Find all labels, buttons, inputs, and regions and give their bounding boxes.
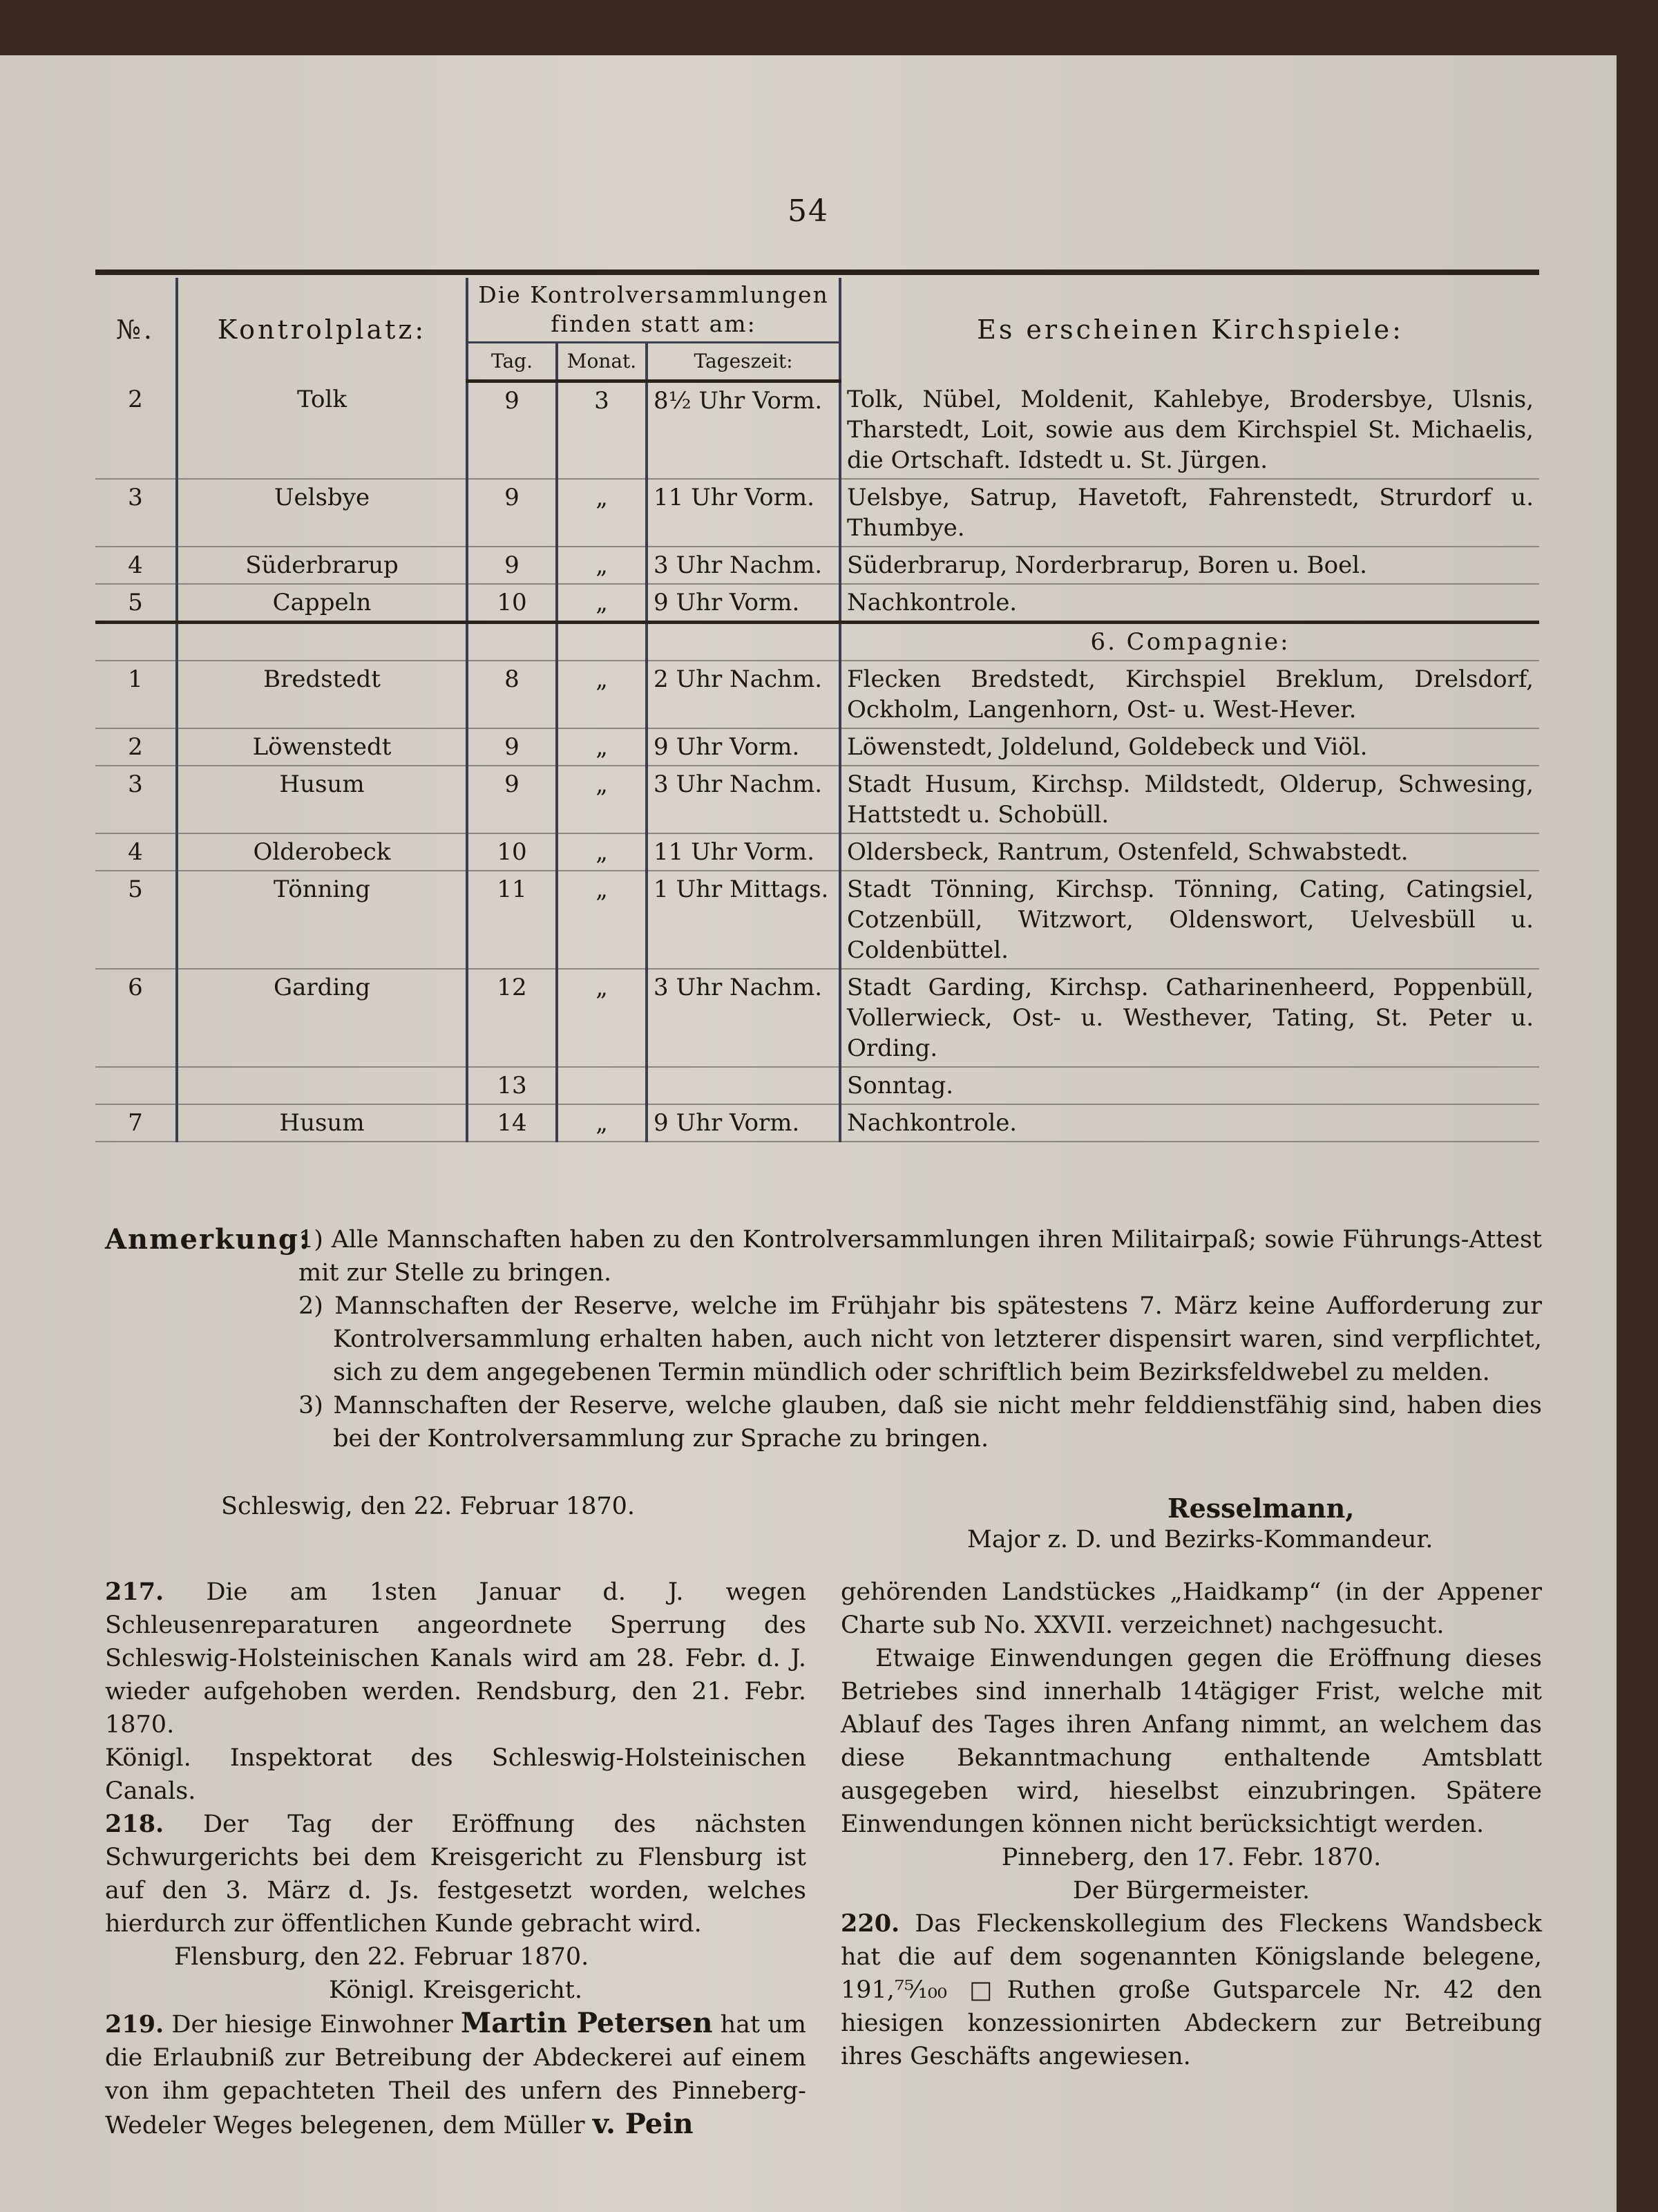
row-tageszeit: 11 Uhr Vorm. [647, 833, 840, 871]
row-place: Garding [177, 969, 467, 1067]
row-kirchspiele: Uelsbye, Satrup, Havetoft, Fahrenstedt, Strurdorf u. Thumbye. [840, 479, 1539, 547]
row-kirchspiele: Sonntag. [840, 1067, 1539, 1104]
row-monat: „ [557, 1104, 647, 1142]
anmerkung [105, 1223, 1542, 1455]
row-place: Tönning [177, 871, 467, 969]
row-tag: 9 [467, 381, 557, 479]
notice-218-number: 218. [105, 1810, 164, 1838]
notice-220-number: 220. [841, 1909, 900, 1938]
anmerkung-label: Anmerkung: [105, 1223, 311, 1256]
row-number: 1 [95, 661, 177, 728]
row-kirchspiele: Tolk, Nübel, Moldenit, Kahlebye, Brodersbye, Ulsnis, Tharstedt, Loit, sowie aus dem Kirchspiel St. Michaelis, die Ortschaft. Idstedt u. St. Jürgen. [840, 381, 1539, 479]
table-row [95, 479, 1539, 547]
notice-220-text: Das Fleckenskollegium des Fleckens Wandsbeck hat die auf dem sogenannten Königslande belegene, 191,⁷⁵⁄₁₀₀ □Ruthen große Gutsparcele Nr. 42 den hiesigen konzessionirten Abdeckern zur Betreibung ihres Geschäfts angewiesen. [841, 1910, 1542, 2070]
anmerkung-signer-title: Major z. D. und Bezirks-Kommandeur. [967, 1526, 1433, 1553]
notice-218-text: Der Tag der Eröffnung des nächsten Schwurgerichts bei dem Kreisgericht zu Flensburg ist auf den 3. März d. Js. festgesetzt worden, welches hierdurch zur öffentlichen Kunde gebracht wird. [105, 1811, 806, 1938]
table-row [95, 381, 1539, 479]
row-monat: „ [557, 766, 647, 833]
row-place: Uelsbye [177, 479, 467, 547]
row-tag: 9 [467, 547, 557, 584]
company-row [95, 622, 1539, 661]
row-kirchspiele: Löwenstedt, Joldelund, Goldebeck und Viöl. [840, 728, 1539, 766]
header-group: Die Kontrolversammlungen finden statt am: [467, 278, 840, 343]
notice-218-signature: Königl. Kreisgericht. [329, 1976, 582, 2004]
row-number: 2 [95, 728, 177, 766]
row-tag: 9 [467, 766, 557, 833]
header-place: Kontrolplatz: [177, 278, 467, 381]
anmerkung-first [105, 1223, 1542, 1289]
company-spacer-cell [467, 622, 557, 661]
row-kirchspiele: Oldersbeck, Rantrum, Ostenfeld, Schwabstedt. [840, 833, 1539, 871]
header-monat: Monat. [557, 343, 647, 381]
row-monat: „ [557, 969, 647, 1067]
page-number: 54 [788, 193, 829, 229]
header-no: №. [115, 314, 155, 345]
row-place: Süderbrarup [177, 547, 467, 584]
notice-219-objections: Etwaige Einwendungen gegen die Eröffnung dieses Betriebes sind innerhalb 14tägiger Frist, welche mit Ablauf des Tages ihren Anfang nimmt, an welchem das diese Bekanntmachung enthaltende Amtsblatt ausgegeben wird, hieselbst einzubringen. Spätere Einwendungen können nicht berücksichtigt werden. [841, 1645, 1542, 1838]
row-number: 2 [95, 381, 177, 479]
right-column [841, 1576, 1542, 2142]
row-tageszeit: 1 Uhr Mittags. [647, 871, 840, 969]
row-number: 3 [95, 766, 177, 833]
header-tag: Tag. [467, 343, 557, 381]
row-monat: „ [557, 871, 647, 969]
row-tageszeit: 9 Uhr Vorm. [647, 584, 840, 623]
table-row [95, 661, 1539, 728]
row-tag: 13 [467, 1067, 557, 1104]
row-tag: 10 [467, 584, 557, 623]
table-row [95, 766, 1539, 833]
row-place: Bredstedt [177, 661, 467, 728]
anmerkung-item-3: 3) Mannschaften der Reserve, welche glauben, daß sie nicht mehr felddienstfähig sind, haben dies bei der Kontrolversammlung zur Sprache zu bringen. [298, 1392, 1542, 1453]
notice-219-number: 219. [105, 2010, 164, 2039]
row-number [95, 1067, 177, 1104]
row-number: 3 [95, 479, 177, 547]
notice-219-text-a: Der hiesige Einwohner [171, 2011, 453, 2039]
table-row [95, 584, 1539, 623]
table-row [95, 1104, 1539, 1142]
row-tag: 10 [467, 833, 557, 871]
row-monat: „ [557, 661, 647, 728]
table-row [95, 728, 1539, 766]
row-kirchspiele: Nachkontrole. [840, 584, 1539, 623]
row-tageszeit: 8½ Uhr Vorm. [647, 381, 840, 479]
top-rule [95, 270, 1539, 275]
row-tageszeit: 11 Uhr Vorm. [647, 479, 840, 547]
company-spacer-cell [647, 622, 840, 661]
row-kirchspiele: Flecken Bredstedt, Kirchspiel Breklum, Drelsdorf, Ockholm, Langenhorn, Ost- u. West-Hever. [840, 661, 1539, 728]
anmerkung-signer: Resselmann, [1168, 1493, 1355, 1524]
row-number: 5 [95, 871, 177, 969]
row-monat: „ [557, 479, 647, 547]
row-tageszeit: 3 Uhr Nachm. [647, 547, 840, 584]
table-row [95, 1067, 1539, 1104]
notice-columns [105, 1576, 1542, 2142]
notice-219 [105, 2007, 806, 2142]
row-number: 4 [95, 547, 177, 584]
row-tag: 9 [467, 479, 557, 547]
notice-217-number: 217. [105, 1578, 164, 1606]
row-number: 7 [95, 1104, 177, 1142]
table-header-row [95, 278, 1539, 343]
notice-220 [841, 1907, 1542, 2073]
row-number: 6 [95, 969, 177, 1067]
table-row [95, 871, 1539, 969]
table-row [95, 969, 1539, 1067]
notice-217-text: Die am 1sten Januar d. J. wegen Schleusenreparaturen angeordnete Sperrung des Schleswig-Holsteinischen Kanals wird am 28. Febr. d. J. wieder aufgehoben werden. Rendsburg, den 21. Febr. 1870. [105, 1578, 806, 1739]
row-tageszeit: 3 Uhr Nachm. [647, 766, 840, 833]
left-column [105, 1576, 806, 2142]
notice-217-signature: Königl. Inspektorat des Schleswig-Holsteinischen Canals. [105, 1744, 806, 1805]
row-place: Olderobeck [177, 833, 467, 871]
notice-219-name: Martin Petersen [460, 2007, 713, 2039]
row-tag: 12 [467, 969, 557, 1067]
row-place: Husum [177, 766, 467, 833]
notice-219-text-b: hat um die Erlaubniß zur Betreibung der Abdeckerei auf einem von ihm gepachteten Theil des unfern des Pinneberg-Wedeler Weges belegenen, dem Müller [105, 2011, 806, 2139]
company-label: 6. Compagnie: [840, 622, 1539, 661]
row-tag: 8 [467, 661, 557, 728]
row-monat: 3 [557, 381, 647, 479]
row-monat [557, 1067, 647, 1104]
row-kirchspiele: Stadt Husum, Kirchsp. Mildstedt, Olderup, Schwesing, Hattstedt u. Schobüll. [840, 766, 1539, 833]
row-place: Tolk [177, 381, 467, 479]
row-monat: „ [557, 547, 647, 584]
header-kirchspiele: Es erscheinen Kirchspiele: [840, 278, 1539, 381]
notice-218-date: Flensburg, den 22. Februar 1870. [174, 1943, 589, 1971]
notice-219-signature: Der Bürgermeister. [1072, 1877, 1311, 1904]
header-zeit: Tageszeit: [647, 343, 840, 381]
row-tageszeit [647, 1067, 840, 1104]
row-tag: 11 [467, 871, 557, 969]
row-number: 5 [95, 584, 177, 623]
row-monat: „ [557, 584, 647, 623]
row-place [177, 1067, 467, 1104]
row-place: Husum [177, 1104, 467, 1142]
row-tageszeit: 2 Uhr Nachm. [647, 661, 840, 728]
document-page [0, 55, 1617, 2212]
row-kirchspiele: Stadt Tönning, Kirchsp. Tönning, Cating, Catingsiel, Cotzenbüll, Witzwort, Oldenswort, Uelvesbüll u. Coldenbüttel. [840, 871, 1539, 969]
row-monat: „ [557, 833, 647, 871]
table-row [95, 833, 1539, 871]
notice-217 [105, 1576, 806, 1741]
control-table [95, 278, 1539, 1142]
anmerkung-place-date: Schleswig, den 22. Februar 1870. [221, 1493, 636, 1520]
row-tag: 14 [467, 1104, 557, 1142]
notice-219-date: Pinneberg, den 17. Febr. 1870. [1001, 1844, 1382, 1871]
row-tageszeit: 3 Uhr Nachm. [647, 969, 840, 1067]
row-tag: 9 [467, 728, 557, 766]
row-kirchspiele: Süderbrarup, Norderbrarup, Boren u. Boel. [840, 547, 1539, 584]
company-spacer-cell [557, 622, 647, 661]
control-table-wrapper [95, 270, 1539, 1142]
row-tageszeit: 9 Uhr Vorm. [647, 1104, 840, 1142]
anmerkung-item-2: 2) Mannschaften der Reserve, welche im Frühjahr bis spätestens 7. März keine Aufforderung zur Kontrolversammlung erhalten haben, auch nicht von letzterer dispensirt waren, sind verpflichtet, sich zu dem angegebenen Termin mündlich oder schriftlich beim Bezirksfeldwebel zu melden. [298, 1292, 1542, 1386]
row-place: Löwenstedt [177, 728, 467, 766]
table-row [95, 547, 1539, 584]
company-spacer-cell [177, 622, 467, 661]
row-number: 4 [95, 833, 177, 871]
row-kirchspiele: Stadt Garding, Kirchsp. Catharinenheerd, Poppenbüll, Vollerwieck, Ost- u. Westhever, Tating, St. Peter u. Ording. [840, 969, 1539, 1067]
company-spacer-cell [95, 622, 177, 661]
row-monat: „ [557, 728, 647, 766]
notice-218 [105, 1808, 806, 1940]
row-tageszeit: 9 Uhr Vorm. [647, 728, 840, 766]
notice-219-continued: gehörenden Landstückes „Haidkamp“ (in der Appener Charte sub No. XXVII. verzeichnet) nachgesucht. [841, 1578, 1542, 1639]
row-kirchspiele: Nachkontrole. [840, 1104, 1539, 1142]
row-place: Cappeln [177, 584, 467, 623]
anmerkung-item-1: 1) Alle Mannschaften haben zu den Kontrolversammlungen ihren Militairpaß; sowie Führungs-Attest mit zur Stelle zu bringen. [298, 1226, 1542, 1287]
notice-219-name-b: v. Pein [592, 2108, 694, 2140]
